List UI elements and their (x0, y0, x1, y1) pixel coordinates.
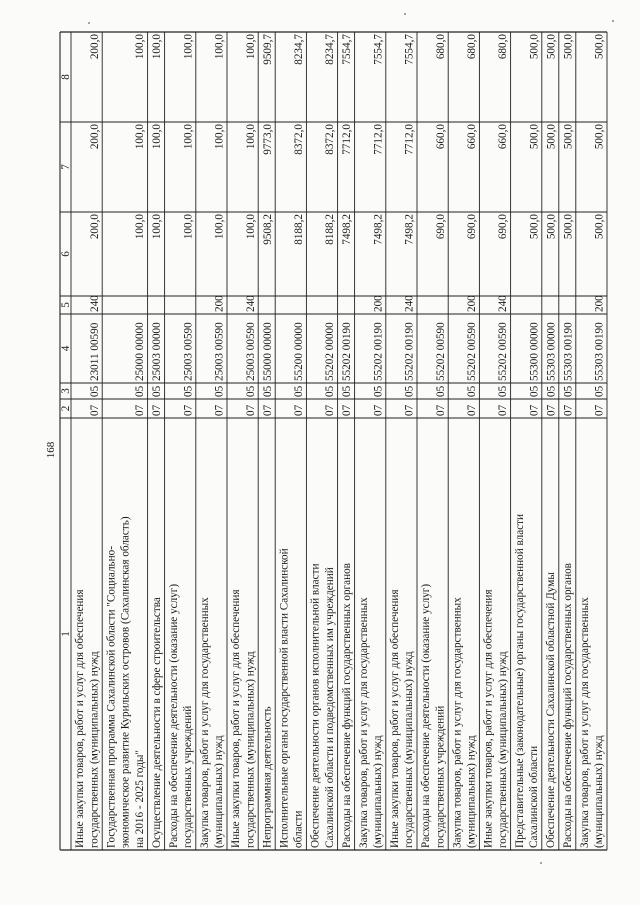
cell-amount-col6: 7498,2 (372, 214, 385, 245)
cell-amount-col8: 500,0 (545, 34, 558, 60)
cell-amount-col6: 100,0 (213, 214, 226, 240)
page-number: 168 (45, 441, 57, 459)
row-name-line: государственных учреждений (182, 705, 194, 848)
table-row (579, 34, 606, 848)
cell-target-article: 55200 00000 (293, 322, 305, 381)
row-name-line: (муниципальных) нужд (372, 735, 384, 848)
row-name-line: государственных (муниципальных) нужд (88, 651, 101, 848)
cell-amount-col6: 100,0 (182, 214, 195, 240)
cell-subsection: 05 (562, 385, 575, 397)
cell-subsection: 05 (244, 385, 257, 397)
cell-amount-col8: 8234,7 (324, 34, 337, 65)
table-row (151, 34, 163, 848)
cell-subsection: 05 (261, 385, 274, 397)
column-number-header: 1 (60, 631, 72, 637)
budget-table (60, 32, 607, 850)
row-name-line: государственных (муниципальных) нужд (244, 651, 257, 848)
row-name-line: области (292, 810, 305, 848)
cell-amount-col7: 100,0 (134, 124, 147, 150)
cell-amount-col7: 7712,0 (372, 124, 385, 155)
cell-amount-col7: 500,0 (545, 124, 558, 150)
cell-expense-type: 240 (244, 295, 257, 312)
table-row (230, 34, 257, 848)
scan-speck (404, 13, 406, 15)
cell-subsection: 05 (151, 385, 164, 397)
row-name-line: Иные закупки товаров, работ и услуг для обеспечения (74, 589, 87, 848)
cell-amount-col6: 100,0 (151, 214, 164, 240)
cell-section: 07 (403, 404, 416, 416)
table-row (74, 34, 101, 848)
row-name-line: государственных (муниципальных) нужд (403, 651, 416, 848)
table-row (562, 34, 574, 848)
cell-section: 07 (593, 404, 606, 416)
row-name-line: (муниципальных) нужд (213, 735, 226, 848)
cell-expense-type: 240 (497, 295, 510, 312)
cell-section: 07 (293, 404, 305, 416)
cell-target-article: 55000 00000 (261, 322, 274, 381)
row-name-line: Закупка товаров, работ и услуг для государственных (199, 597, 211, 848)
cell-target-article: 55202 00590 (497, 322, 510, 381)
cell-amount-col6: 9508,2 (261, 214, 274, 245)
cell-subsection: 05 (213, 385, 226, 397)
row-name-line: Обеспечение деятельности Сахалинской областной Думы (545, 572, 557, 848)
cell-amount-col8: 680,0 (466, 34, 478, 60)
cell-section: 07 (562, 404, 575, 416)
table-row (168, 34, 195, 848)
cell-target-article: 25003 00590 (182, 322, 195, 381)
cell-amount-col7: 500,0 (593, 124, 606, 150)
cell-amount-col8: 680,0 (497, 34, 510, 60)
column-number-header: 6 (60, 251, 72, 257)
column-number-header: 4 (60, 345, 72, 352)
cell-subsection: 05 (341, 385, 354, 397)
row-name-line: Закупка товаров, работ и услуг для государственных (579, 597, 591, 848)
column-number-header: 8 (60, 74, 72, 80)
cell-amount-col7: 8372,0 (324, 124, 337, 155)
cell-target-article: 55202 00190 (403, 322, 416, 381)
cell-amount-col8: 100,0 (213, 34, 226, 60)
row-name-line: экономическое развитие Курильских островов (Сахалинская область) (119, 516, 132, 848)
cell-expense-type: 200 (593, 295, 606, 312)
cell-amount-col8: 100,0 (244, 34, 257, 60)
cell-amount-col7: 100,0 (213, 124, 226, 150)
table-row (199, 34, 226, 848)
column-number-header: 7 (60, 164, 72, 170)
cell-section: 07 (182, 404, 195, 416)
cell-subsection: 05 (134, 385, 147, 397)
cell-target-article: 55202 00190 (341, 322, 354, 381)
row-name-line: Непрограммная деятельность (261, 706, 274, 848)
cell-amount-col8: 7554,7 (403, 34, 416, 65)
row-name-line: Сахалинской области (528, 745, 540, 848)
cell-amount-col8: 7554,7 (341, 34, 354, 65)
row-name-line: Расходы на обеспечение функций государственных органов (562, 563, 574, 848)
cell-subsection: 05 (293, 385, 305, 397)
cell-subsection: 05 (497, 385, 510, 397)
cell-amount-col7: 7712,0 (403, 124, 416, 155)
cell-section: 07 (372, 404, 385, 416)
row-name-line: (муниципальных) нужд (593, 735, 606, 848)
cell-amount-col8: 500,0 (528, 34, 541, 60)
cell-subsection: 05 (528, 385, 541, 397)
row-name-line: Иные закупки товаров, работ и услуг для обеспечения (230, 589, 243, 848)
table-row (389, 34, 416, 848)
row-name-line: Расходы на обеспечение деятельности (оказание услуг) (420, 583, 433, 848)
cell-amount-col8: 100,0 (134, 34, 147, 60)
cell-target-article: 25003 00000 (151, 322, 164, 381)
scan-speck (88, 22, 90, 24)
cell-subsection: 05 (403, 385, 416, 397)
cell-amount-col6: 500,0 (562, 214, 575, 240)
scan-speck (612, 20, 614, 22)
cell-amount-col8: 7554,7 (372, 34, 385, 65)
cell-amount-col8: 100,0 (182, 34, 195, 60)
cell-target-article: 23011 00590 (88, 322, 101, 381)
cell-amount-col6: 690,0 (434, 214, 447, 240)
table-row (278, 34, 305, 848)
scan-speck (540, 862, 542, 864)
cell-section: 07 (466, 404, 478, 416)
cell-amount-col6: 500,0 (545, 214, 558, 240)
cell-subsection: 05 (324, 385, 337, 397)
cell-section: 07 (497, 404, 510, 416)
cell-section: 07 (244, 404, 257, 416)
cell-target-article: 25003 00590 (244, 322, 257, 381)
cell-amount-col7: 100,0 (151, 124, 164, 150)
cell-subsection: 05 (88, 385, 101, 397)
column-number-header: 3 (60, 388, 72, 394)
cell-amount-col8: 680,0 (434, 34, 447, 60)
cell-section: 07 (324, 404, 337, 416)
cell-target-article: 55300 00000 (528, 322, 541, 381)
table-row (310, 34, 337, 848)
cell-amount-col6: 100,0 (244, 214, 257, 240)
cell-amount-col7: 9773,0 (261, 124, 274, 155)
cell-amount-col7: 200,0 (88, 124, 101, 150)
cell-amount-col8: 500,0 (562, 34, 575, 60)
row-name-line: государственных учреждений (434, 705, 447, 848)
row-name-line: государственных (муниципальных) нужд (496, 651, 509, 848)
cell-target-article: 55303 00000 (545, 322, 558, 381)
cell-section: 07 (528, 404, 541, 416)
cell-amount-col8: 200,0 (88, 34, 101, 60)
cell-amount-col8: 100,0 (151, 34, 164, 60)
table-row (483, 34, 510, 848)
table-row (420, 34, 447, 848)
cell-amount-col6: 8188,2 (293, 214, 305, 245)
cell-amount-col7: 500,0 (562, 124, 575, 150)
cell-expense-type: 240 (88, 295, 101, 312)
row-name-line: Исполнительные органы государственной власти Сахалинской (278, 548, 291, 848)
row-name-line: Иные закупки товаров, работ и услуг для обеспечения (389, 589, 401, 848)
cell-amount-col6: 690,0 (497, 214, 510, 240)
cell-target-article: 55202 00590 (466, 322, 478, 381)
table-row (451, 34, 478, 848)
row-name-line: Расходы на обеспечение функций государственных органов (340, 563, 353, 848)
cell-amount-col6: 200,0 (88, 214, 101, 240)
cell-subsection: 05 (182, 385, 195, 397)
table-row (358, 34, 385, 848)
cell-expense-type: 200 (466, 295, 478, 312)
cell-section: 07 (151, 404, 164, 416)
table-row (261, 34, 273, 848)
row-name-line: Закупка товаров, работ и услуг для государственных (451, 597, 464, 848)
cell-target-article: 25003 00590 (213, 322, 226, 381)
table-row (545, 34, 557, 848)
row-name-line: Закупка товаров, работ и услуг для государственных (357, 597, 370, 848)
row-name-line: на 2016 - 2025 годы" (133, 750, 146, 848)
cell-amount-col7: 660,0 (466, 124, 478, 150)
cell-amount-col7: 7712,0 (341, 124, 354, 155)
row-name-line: Представительные (законодательные) органы государственной власти (513, 513, 526, 848)
cell-amount-col6: 500,0 (528, 214, 541, 240)
rotated-table-sheet (45, 32, 607, 850)
cell-expense-type: 240 (403, 295, 416, 312)
cell-target-article: 55202 00590 (434, 322, 447, 381)
cell-expense-type: 200 (372, 295, 385, 312)
row-name-line: Государственная программа Сахалинской области "Социально- (105, 546, 118, 848)
row-name-line: Расходы на обеспечение деятельности (оказание услуг) (167, 583, 180, 848)
cell-amount-col6: 7498,2 (341, 214, 354, 245)
row-name-line: Сахалинской области и подведомственных им учреждений (323, 567, 336, 848)
table-row (514, 34, 541, 848)
cell-amount-col6: 8188,2 (324, 214, 337, 245)
cell-target-article: 55303 00190 (562, 322, 575, 381)
cell-subsection: 05 (593, 385, 606, 397)
cell-amount-col8: 9509,7 (261, 34, 274, 65)
cell-amount-col6: 100,0 (134, 214, 147, 240)
cell-section: 07 (261, 404, 274, 416)
cell-amount-col6: 7498,2 (403, 214, 416, 245)
cell-section: 07 (134, 404, 147, 416)
cell-amount-col7: 660,0 (497, 124, 510, 150)
cell-amount-col7: 100,0 (244, 124, 257, 150)
cell-subsection: 05 (466, 385, 478, 397)
row-name-line: (муниципальных) нужд (465, 735, 478, 848)
cell-expense-type: 200 (213, 295, 226, 312)
table-row (341, 34, 353, 848)
cell-amount-col7: 100,0 (182, 124, 195, 150)
cell-section: 07 (545, 404, 558, 416)
cell-target-article: 55202 00000 (324, 322, 337, 381)
cell-section: 07 (434, 404, 447, 416)
cell-amount-col6: 500,0 (593, 214, 606, 240)
column-number-header: 5 (60, 302, 72, 308)
column-number-header: 2 (60, 405, 72, 412)
row-name-line: Иные закупки товаров, работ и услуг для обеспечения (482, 589, 495, 848)
cell-amount-col6: 690,0 (466, 214, 478, 240)
row-name-line: Обеспечение деятельности органов исполнительной власти (309, 563, 322, 848)
row-name-line: Осуществление деятельности в сфере строительства (150, 597, 163, 848)
cell-section: 07 (341, 404, 354, 416)
cell-amount-col8: 500,0 (593, 34, 606, 60)
cell-subsection: 05 (434, 385, 447, 397)
cell-subsection: 05 (372, 385, 385, 397)
cell-subsection: 05 (545, 385, 558, 397)
cell-amount-col8: 8234,7 (293, 34, 305, 65)
cell-amount-col7: 660,0 (434, 124, 447, 150)
cell-amount-col7: 500,0 (528, 124, 541, 150)
cell-section: 07 (213, 404, 226, 416)
table-row (105, 34, 146, 848)
cell-target-article: 55303 00190 (593, 322, 606, 381)
cell-target-article: 25000 00000 (134, 322, 147, 381)
cell-target-article: 55202 00190 (372, 322, 385, 381)
cell-amount-col7: 8372,0 (293, 124, 305, 155)
cell-section: 07 (88, 404, 101, 416)
